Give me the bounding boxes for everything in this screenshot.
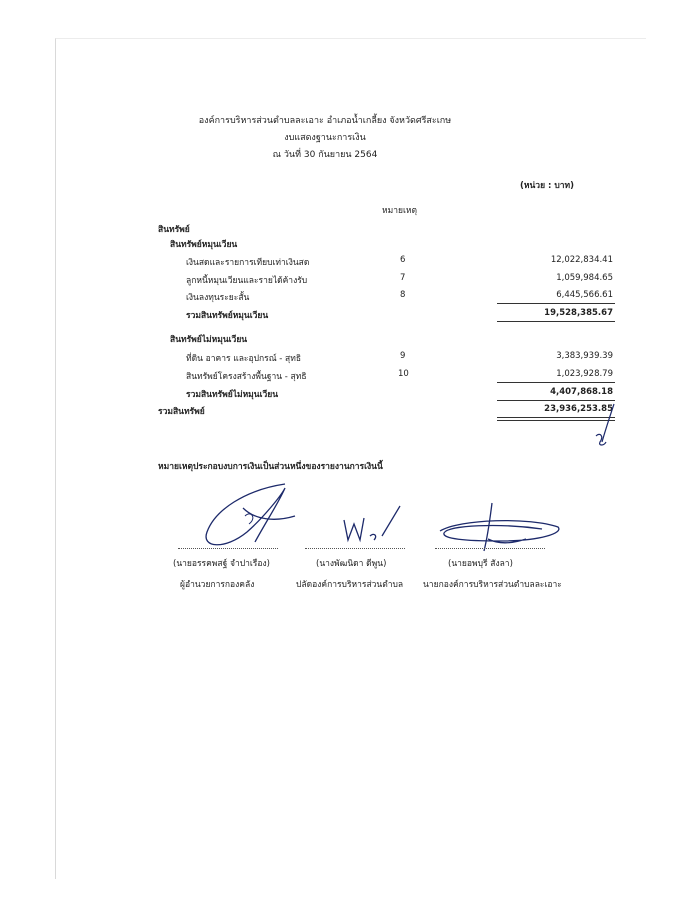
row-amount-ppe: 3,383,939.39	[556, 351, 613, 361]
noncurrent-assets-total-amount: 4,407,868.18	[550, 387, 613, 397]
current-assets-heading: สินทรัพย์หมุนเวียน	[170, 240, 238, 250]
signatory-1-name: (นายอรรคพสฐ์ จำปาเรือง)	[173, 559, 270, 569]
current-assets-total-label: รวมสินทรัพย์หมุนเวียน	[186, 311, 269, 321]
subtotal-underline-2	[497, 400, 615, 401]
signatory-3-position: นายกองค์การบริหารส่วนตำบลละเอาะ	[423, 580, 562, 590]
initials-mark	[592, 402, 622, 452]
signature-line-1	[178, 548, 278, 549]
row-label-short-term-investments: เงินลงทุนระยะสั้น	[186, 293, 250, 303]
signatory-1-position: ผู้อำนวยการกองคลัง	[180, 580, 255, 590]
signature-line-2	[305, 548, 405, 549]
signature-2	[330, 500, 410, 550]
signature-3	[430, 495, 570, 560]
row-amount-cash: 12,022,834.41	[550, 255, 613, 265]
signatory-3-name: (นายอพบุรี สังลา)	[448, 559, 513, 569]
unit-label: (หน่วย : บาท)	[520, 181, 575, 191]
total-assets-amount: 23,936,253.85	[544, 404, 613, 414]
row-label-ppe: ที่ดิน อาคาร และอุปกรณ์ - สุทธิ	[186, 354, 302, 364]
signature-line-3	[435, 548, 545, 549]
row-note-infrastructure: 10	[398, 369, 409, 379]
statement-title: งบแสดงฐานะการเงิน	[284, 133, 366, 143]
row-label-cash: เงินสดและรายการเทียบเท่าเงินสด	[186, 258, 310, 268]
row-amount-receivables: 1,059,984.65	[556, 273, 613, 283]
signatory-2-position: ปลัดองค์การบริหารส่วนตำบล	[296, 580, 404, 590]
noncurrent-assets-heading: สินทรัพย์ไม่หมุนเวียน	[170, 335, 248, 345]
assets-heading: สินทรัพย์	[158, 225, 190, 235]
row-amount-short-term-investments: 6,445,566.61	[556, 290, 613, 300]
subtotal-rule-2	[497, 382, 615, 383]
noncurrent-assets-total-label: รวมสินทรัพย์ไม่หมุนเวียน	[186, 390, 279, 400]
row-note-cash: 6	[400, 255, 406, 265]
statement-date: ณ วันที่ 30 กันยายน 2564	[272, 150, 378, 160]
row-label-receivables: ลูกหนี้หมุนเวียนและรายได้ค้างรับ	[186, 276, 308, 286]
note-column-header: หมายเหตุ	[382, 206, 417, 216]
current-assets-total-amount: 19,528,385.67	[544, 308, 613, 318]
row-note-ppe: 9	[400, 351, 406, 361]
row-label-infrastructure: สินทรัพย์โครงสร้างพื้นฐาน - สุทธิ	[186, 372, 307, 382]
signatory-2-name: (นางพัฒนิดา ดีพูน)	[316, 559, 387, 569]
row-amount-infrastructure: 1,023,928.79	[556, 369, 613, 379]
subtotal-rule	[497, 303, 615, 304]
row-note-receivables: 7	[400, 273, 406, 283]
row-note-short-term-investments: 8	[400, 290, 406, 300]
total-assets-label: รวมสินทรัพย์	[158, 407, 205, 417]
org-title: องค์การบริหารส่วนตำบลละเอาะ อำเภอน้ำเกลี้ยง จังหวัดศรีสะเกษ	[198, 116, 452, 126]
footnote: หมายเหตุประกอบงบการเงินเป็นส่วนหนึ่งของรายงานการเงินนี้	[158, 462, 383, 472]
subtotal-underline	[497, 321, 615, 322]
